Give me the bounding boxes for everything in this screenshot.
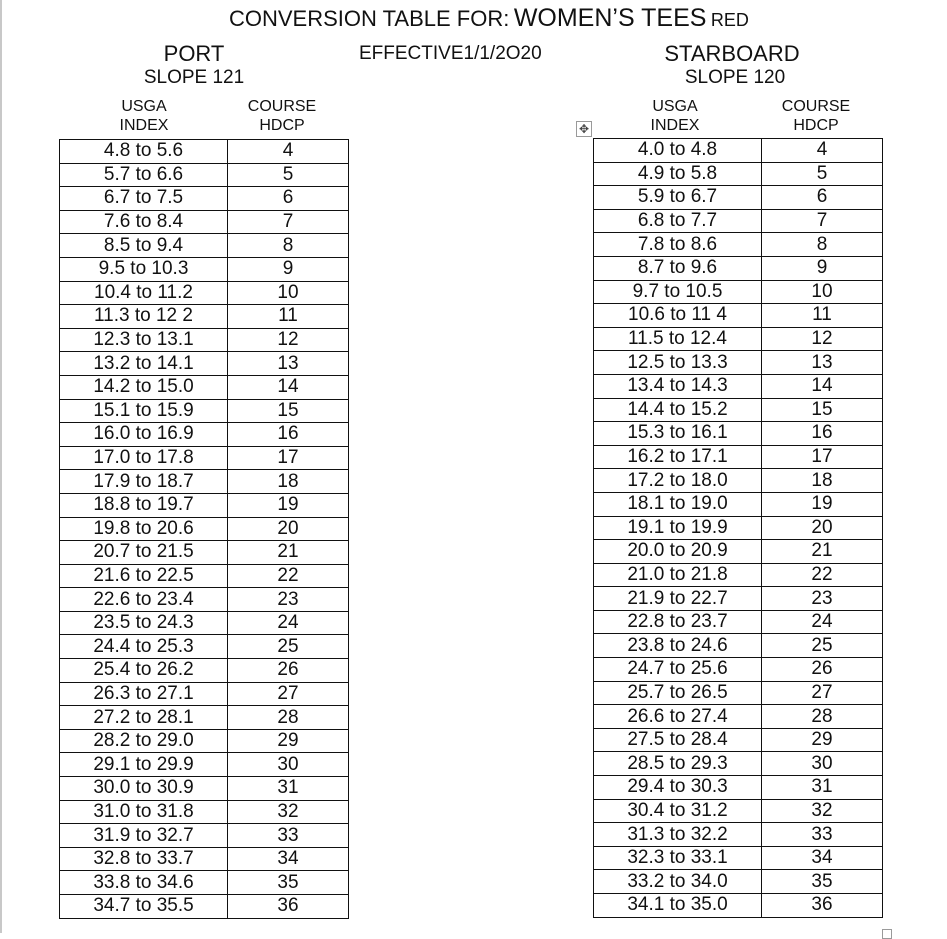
course-hdcp-cell: 31 [762,776,883,800]
table-row [594,799,883,823]
table-row [594,186,883,210]
table-row [60,140,349,164]
course-hdcp-cell: 6 [762,186,883,210]
table-row [594,445,883,469]
table-row [60,564,349,588]
usga-index-cell: 5.9 to 6.7 [594,186,762,210]
page-title [229,3,749,37]
usga-index-cell: 10.6 to 11 4 [594,304,762,328]
course-hdcp-cell: 9 [228,257,349,281]
usga-index-cell: 10.4 to 11.2 [60,281,228,305]
table-row [594,422,883,446]
course-hdcp-cell: 11 [762,304,883,328]
table-row [60,493,349,517]
move-arrows-icon[interactable]: ✥ [576,121,592,137]
table-row [60,517,349,541]
course-hdcp-cell: 27 [762,681,883,705]
usga-index-cell: 27.2 to 28.1 [60,706,228,730]
course-hdcp-cell: 13 [762,351,883,375]
course-hdcp-cell: 28 [762,705,883,729]
starboard-heading: STARBOARD [664,41,800,66]
table-row [60,824,349,848]
starboard-col-hdcp-header [756,97,876,135]
course-hdcp-cell: 7 [762,209,883,233]
usga-index-cell: 30.0 to 30.9 [60,777,228,801]
course-hdcp-cell: 28 [228,706,349,730]
port-heading: PORT [163,41,225,66]
usga-index-cell: 21.0 to 21.8 [594,563,762,587]
usga-index-cell: 26.3 to 27.1 [60,682,228,706]
course-hdcp-cell: 36 [228,895,349,919]
usga-index-cell: 4.8 to 5.6 [60,140,228,164]
course-hdcp-cell: 29 [762,728,883,752]
table-row [594,280,883,304]
table-row [60,706,349,730]
table-row [594,492,883,516]
usga-index-cell: 34.1 to 35.0 [594,894,762,918]
table-row [60,446,349,470]
course-hdcp-cell: 11 [228,305,349,329]
course-hdcp-cell: 33 [228,824,349,848]
table-row [594,374,883,398]
table-row [60,895,349,919]
table-row [594,351,883,375]
usga-index-cell: 18.8 to 19.7 [60,493,228,517]
usga-index-cell: 24.7 to 25.6 [594,658,762,682]
usga-index-cell: 14.2 to 15.0 [60,375,228,399]
usga-index-cell: 15.3 to 16.1 [594,422,762,446]
usga-index-cell: 17.0 to 17.8 [60,446,228,470]
course-hdcp-cell: 16 [762,422,883,446]
course-hdcp-cell: 27 [228,682,349,706]
course-hdcp-cell: 26 [228,659,349,683]
usga-index-cell: 5.7 to 6.6 [60,163,228,187]
course-hdcp-cell: 10 [762,280,883,304]
usga-index-cell: 24.4 to 25.3 [60,635,228,659]
course-hdcp-cell: 21 [762,540,883,564]
usga-index-cell: 15.1 to 15.9 [60,399,228,423]
table-row [60,423,349,447]
table-row [60,729,349,753]
table-row [594,563,883,587]
usga-index-cell: 17.9 to 18.7 [60,470,228,494]
usga-index-cell: 31.3 to 32.2 [594,823,762,847]
table-row [594,658,883,682]
course-hdcp-cell: 14 [228,375,349,399]
usga-index-cell: 27.5 to 28.4 [594,728,762,752]
table-row [60,777,349,801]
usga-index-cell: 7.8 to 8.6 [594,233,762,257]
usga-index-cell: 14.4 to 15.2 [594,398,762,422]
course-hdcp-cell: 25 [762,634,883,658]
table-row [594,587,883,611]
usga-index-cell: 28.2 to 29.0 [60,729,228,753]
table-row [60,375,349,399]
course-hdcp-cell: 31 [228,777,349,801]
usga-index-cell: 33.8 to 34.6 [60,871,228,895]
table-row [60,328,349,352]
usga-index-cell: 23.5 to 24.3 [60,611,228,635]
course-hdcp-cell: 12 [228,328,349,352]
table-row [60,352,349,376]
page-left-edge [0,0,2,933]
table-row [60,257,349,281]
course-hdcp-cell: 18 [228,470,349,494]
usga-index-cell: 4.0 to 4.8 [594,139,762,163]
table-row [60,399,349,423]
starboard-col-hdcp-line2: HDCP [793,117,839,134]
course-hdcp-cell: 22 [228,564,349,588]
course-hdcp-cell: 17 [228,446,349,470]
usga-index-cell: 21.9 to 22.7 [594,587,762,611]
usga-index-cell: 13.2 to 14.1 [60,352,228,376]
course-hdcp-cell: 35 [762,870,883,894]
effective-date: EFFECTIVE1/1/2O20 [359,43,542,64]
course-hdcp-cell: 30 [228,753,349,777]
course-hdcp-cell: 19 [762,492,883,516]
course-hdcp-cell: 35 [228,871,349,895]
table-row [60,470,349,494]
usga-index-cell: 12.5 to 13.3 [594,351,762,375]
course-hdcp-cell: 9 [762,256,883,280]
table-row [60,800,349,824]
table-row [60,163,349,187]
usga-index-cell: 18.1 to 19.0 [594,492,762,516]
title-prefix: CONVERSION TABLE FOR: [229,6,510,31]
usga-index-cell: 26.6 to 27.4 [594,705,762,729]
usga-index-cell: 29.1 to 29.9 [60,753,228,777]
table-row [594,162,883,186]
usga-index-cell: 32.8 to 33.7 [60,847,228,871]
usga-index-cell: 22.6 to 23.4 [60,588,228,612]
table-row [594,139,883,163]
title-main: WOMEN’S TEES [513,4,707,32]
usga-index-cell: 22.8 to 23.7 [594,610,762,634]
course-hdcp-cell: 18 [762,469,883,493]
course-hdcp-cell: 22 [762,563,883,587]
table-row [594,209,883,233]
course-hdcp-cell: 30 [762,752,883,776]
usga-index-cell: 32.3 to 33.1 [594,846,762,870]
usga-index-cell: 9.5 to 10.3 [60,257,228,281]
usga-index-cell: 23.8 to 24.6 [594,634,762,658]
course-hdcp-cell: 26 [762,658,883,682]
table-row [594,634,883,658]
table-row [60,281,349,305]
table-row [60,305,349,329]
course-hdcp-cell: 12 [762,327,883,351]
port-col-hdcp-line2: HDCP [259,117,305,134]
usga-index-cell: 16.0 to 16.9 [60,423,228,447]
course-hdcp-cell: 36 [762,894,883,918]
course-hdcp-cell: 34 [228,847,349,871]
course-hdcp-cell: 21 [228,541,349,565]
course-hdcp-cell: 10 [228,281,349,305]
table-row [594,752,883,776]
table-row [594,728,883,752]
table-row [60,871,349,895]
course-hdcp-cell: 15 [762,398,883,422]
usga-index-cell: 30.4 to 31.2 [594,799,762,823]
course-hdcp-cell: 29 [228,729,349,753]
table-row [60,847,349,871]
port-col-hdcp-line1: COURSE [247,98,317,115]
course-hdcp-cell: 24 [228,611,349,635]
usga-index-cell: 6.8 to 7.7 [594,209,762,233]
usga-index-cell: 11.5 to 12.4 [594,327,762,351]
usga-index-cell: 31.9 to 32.7 [60,824,228,848]
usga-index-cell: 7.6 to 8.4 [60,210,228,234]
course-hdcp-cell: 23 [762,587,883,611]
table-row [60,611,349,635]
usga-index-cell: 17.2 to 18.0 [594,469,762,493]
starboard-col-index-line2: INDEX [650,117,700,134]
usga-index-cell: 21.6 to 22.5 [60,564,228,588]
table-row [594,894,883,918]
course-hdcp-cell: 32 [228,800,349,824]
course-hdcp-cell: 34 [762,846,883,870]
table-row [594,304,883,328]
resize-handle-icon[interactable] [882,929,892,939]
usga-index-cell: 28.5 to 29.3 [594,752,762,776]
course-hdcp-cell: 19 [228,493,349,517]
course-hdcp-cell: 16 [228,423,349,447]
course-hdcp-cell: 14 [762,374,883,398]
port-slope: SLOPE 121 [143,67,245,88]
table-row [594,327,883,351]
table-row [60,753,349,777]
course-hdcp-cell: 7 [228,210,349,234]
table-row [60,187,349,211]
usga-index-cell: 16.2 to 17.1 [594,445,762,469]
usga-index-cell: 31.0 to 31.8 [60,800,228,824]
course-hdcp-cell: 6 [228,187,349,211]
port-col-index-header [84,97,204,135]
course-hdcp-cell: 20 [228,517,349,541]
starboard-col-index-line1: USGA [652,98,698,115]
usga-index-cell: 29.4 to 30.3 [594,776,762,800]
table-row [60,588,349,612]
table-row [594,256,883,280]
course-hdcp-cell: 32 [762,799,883,823]
course-hdcp-cell: 5 [228,163,349,187]
table-row [594,776,883,800]
usga-index-cell: 33.2 to 34.0 [594,870,762,894]
course-hdcp-cell: 5 [762,162,883,186]
table-row [60,635,349,659]
usga-index-cell: 20.7 to 21.5 [60,541,228,565]
course-hdcp-cell: 4 [762,139,883,163]
table-row [594,846,883,870]
starboard-conversion-table [593,138,883,918]
usga-index-cell: 8.5 to 9.4 [60,234,228,258]
title-suffix: RED [710,10,749,30]
starboard-col-hdcp-line1: COURSE [781,98,851,115]
course-hdcp-cell: 24 [762,610,883,634]
table-row [594,398,883,422]
usga-index-cell: 25.7 to 26.5 [594,681,762,705]
table-row [594,610,883,634]
table-row [594,233,883,257]
table-row [594,705,883,729]
usga-index-cell: 13.4 to 14.3 [594,374,762,398]
usga-index-cell: 11.3 to 12 2 [60,305,228,329]
table-row [594,469,883,493]
port-col-hdcp-header [222,97,342,135]
course-hdcp-cell: 23 [228,588,349,612]
course-hdcp-cell: 4 [228,140,349,164]
usga-index-cell: 4.9 to 5.8 [594,162,762,186]
usga-index-cell: 25.4 to 26.2 [60,659,228,683]
usga-index-cell: 6.7 to 7.5 [60,187,228,211]
table-row [60,659,349,683]
table-row [60,541,349,565]
course-hdcp-cell: 20 [762,516,883,540]
course-hdcp-cell: 8 [762,233,883,257]
usga-index-cell: 8.7 to 9.6 [594,256,762,280]
table-row [60,682,349,706]
table-row [60,234,349,258]
table-row [594,823,883,847]
usga-index-cell: 34.7 to 35.5 [60,895,228,919]
course-hdcp-cell: 17 [762,445,883,469]
table-row [594,516,883,540]
usga-index-cell: 9.7 to 10.5 [594,280,762,304]
usga-index-cell: 19.1 to 19.9 [594,516,762,540]
port-conversion-table [59,139,349,919]
table-row [594,540,883,564]
starboard-col-index-header [615,97,735,135]
port-col-index-line2: INDEX [119,117,169,134]
usga-index-cell: 19.8 to 20.6 [60,517,228,541]
course-hdcp-cell: 33 [762,823,883,847]
usga-index-cell: 20.0 to 20.9 [594,540,762,564]
course-hdcp-cell: 25 [228,635,349,659]
table-row [594,870,883,894]
table-row [60,210,349,234]
table-row [594,681,883,705]
starboard-slope: SLOPE 120 [684,67,786,88]
usga-index-cell: 12.3 to 13.1 [60,328,228,352]
course-hdcp-cell: 15 [228,399,349,423]
course-hdcp-cell: 13 [228,352,349,376]
course-hdcp-cell: 8 [228,234,349,258]
port-col-index-line1: USGA [121,98,167,115]
